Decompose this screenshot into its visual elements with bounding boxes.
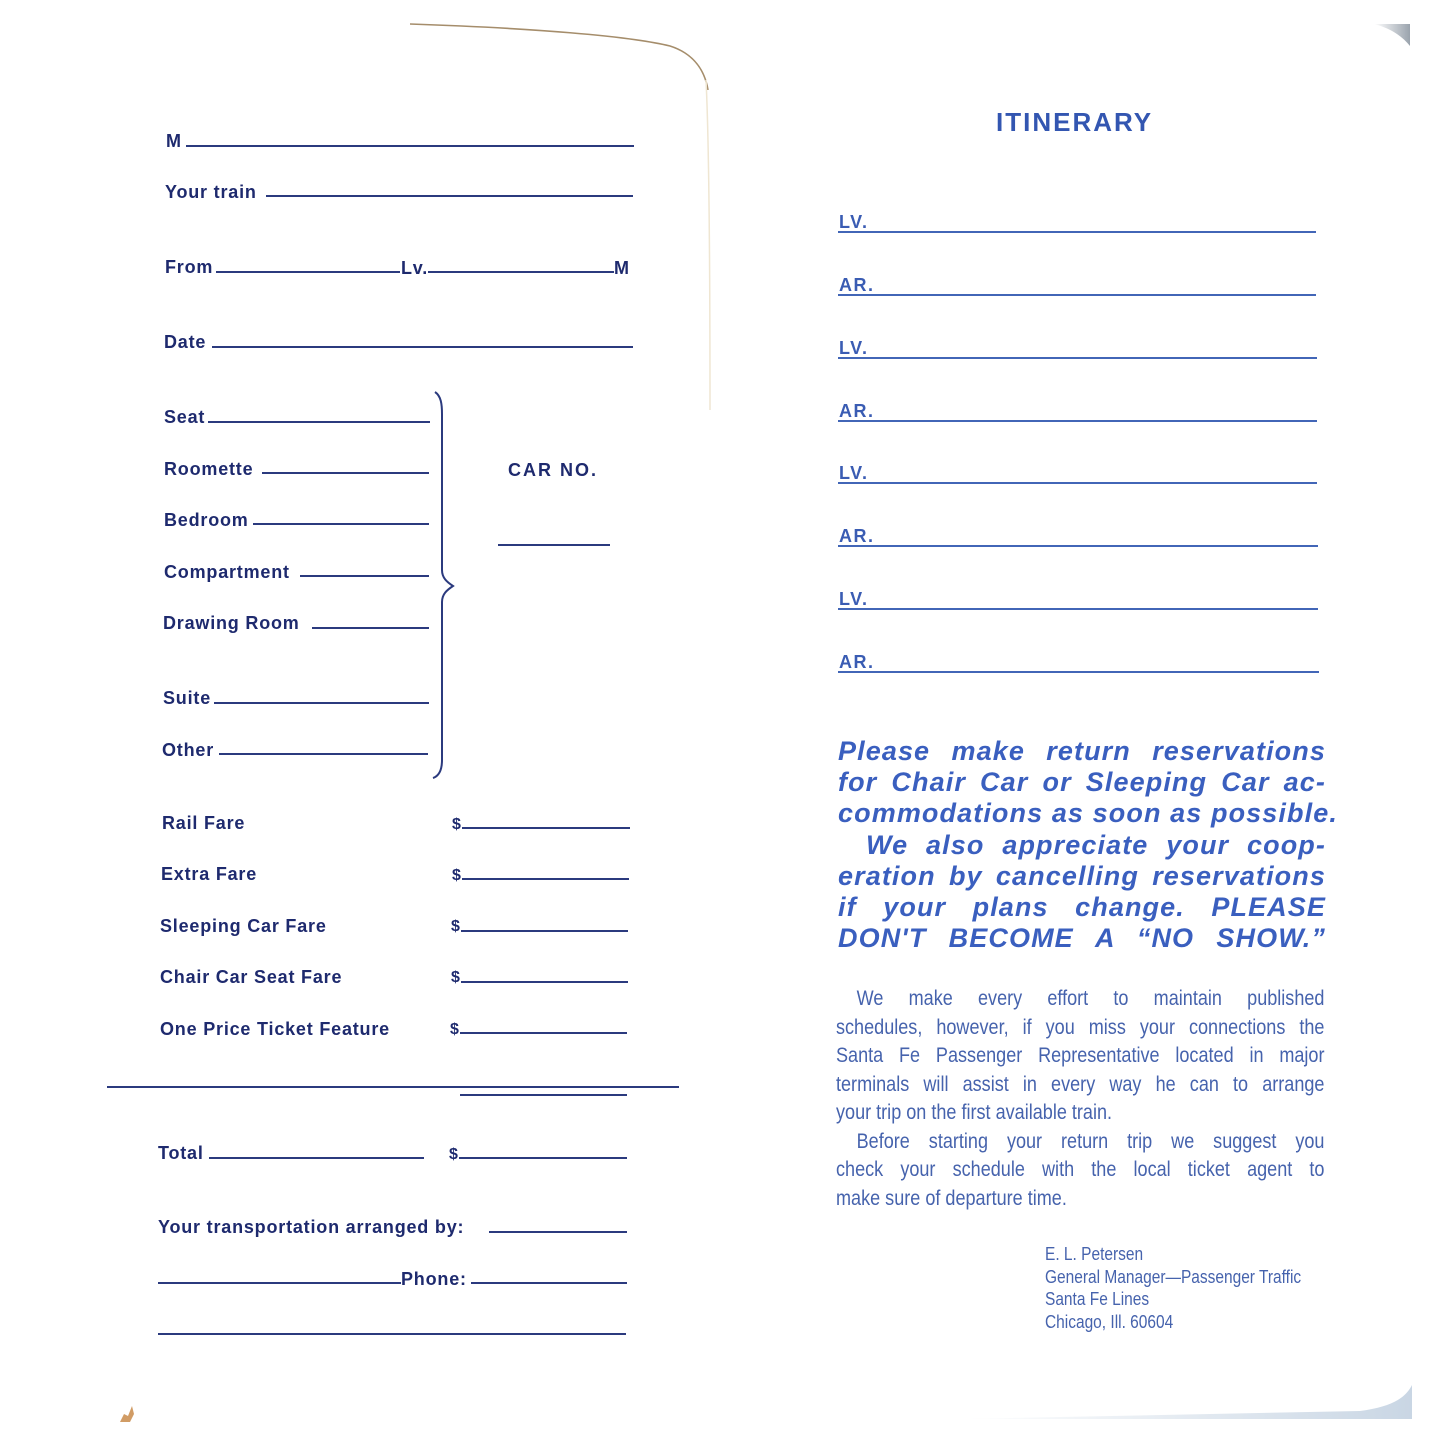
fare-line-sleeping-car[interactable] bbox=[461, 930, 628, 932]
notice-line: eration by cancelling reservations bbox=[838, 860, 1326, 891]
notice-line: We also appreciate your coop- bbox=[866, 829, 1326, 860]
fare-line-one-price-ticket[interactable] bbox=[460, 1032, 627, 1034]
field-line-from[interactable] bbox=[216, 271, 400, 273]
section-divider bbox=[107, 1086, 679, 1088]
signature-company: Santa Fe Lines bbox=[1045, 1289, 1150, 1310]
schedule-policy-text bbox=[836, 985, 1325, 1213]
body-line: make sure of departure time. bbox=[836, 1186, 1067, 1210]
notice-line: Please make return reservations bbox=[838, 736, 1326, 766]
return-reservation-notice bbox=[838, 736, 1338, 954]
fare-label-rail: Rail Fare bbox=[162, 813, 246, 833]
notice-line: for Chair Car or Sleeping Car ac- bbox=[838, 767, 1326, 798]
field-label-from: From bbox=[165, 257, 214, 277]
page-fold-edge bbox=[700, 80, 720, 410]
itinerary-line-6[interactable] bbox=[838, 545, 1318, 547]
signature-address: Chicago, Ill. 60604 bbox=[1045, 1312, 1174, 1333]
total-currency: $ bbox=[449, 1146, 459, 1163]
accommodation-line-compartment[interactable] bbox=[300, 575, 429, 577]
car-no-label: CAR NO. bbox=[508, 460, 598, 480]
itinerary-label-lv-4: LV. bbox=[839, 589, 869, 609]
itinerary-line-3[interactable] bbox=[838, 357, 1317, 359]
body-line: your trip on the first available train. bbox=[836, 1101, 1113, 1124]
accommodation-label-drawing-room: Drawing Room bbox=[163, 613, 300, 633]
fare-currency-one-price-ticket: $ bbox=[450, 1021, 460, 1038]
fare-label-sleeping-car: Sleeping Car Fare bbox=[160, 916, 327, 936]
total-amount-line[interactable] bbox=[459, 1157, 627, 1159]
field-label-m: M bbox=[166, 131, 182, 151]
field-label-your-train: Your train bbox=[165, 182, 257, 202]
field-label-lv: Lv. bbox=[401, 258, 429, 278]
body-line: Santa Fe Passenger Representative located in major bbox=[836, 1044, 1325, 1067]
signature-block bbox=[1045, 1243, 1301, 1334]
arranged-by-label: Your transportation arranged by: bbox=[158, 1217, 465, 1237]
itinerary-line-2[interactable] bbox=[838, 294, 1316, 296]
paper-stain bbox=[118, 1402, 138, 1424]
car-no-line[interactable] bbox=[498, 544, 610, 546]
itinerary-line-7[interactable] bbox=[838, 608, 1318, 610]
accommodation-label-suite: Suite bbox=[163, 688, 212, 708]
curly-brace-icon bbox=[425, 390, 455, 780]
accommodation-label-compartment: Compartment bbox=[164, 562, 290, 582]
total-label: Total bbox=[158, 1143, 204, 1163]
phone-line[interactable] bbox=[471, 1282, 627, 1284]
itinerary-label-lv-3: LV. bbox=[839, 463, 869, 483]
fare-label-one-price-ticket: One Price Ticket Feature bbox=[160, 1019, 390, 1039]
fare-currency-chair-car-seat: $ bbox=[451, 969, 461, 986]
field-label-date: Date bbox=[164, 332, 207, 352]
signature-title: General Manager—Passenger Traffic bbox=[1045, 1266, 1302, 1287]
body-line: Before starting your return trip we suggest you bbox=[856, 1129, 1325, 1153]
fare-currency-sleeping-car: $ bbox=[451, 918, 461, 935]
itinerary-label-ar-4: AR. bbox=[839, 652, 875, 672]
corner-shadow bbox=[1372, 22, 1412, 46]
accommodation-line-seat[interactable] bbox=[208, 421, 430, 423]
fare-currency-extra: $ bbox=[452, 867, 462, 884]
body-line: We make every effort to maintain published bbox=[856, 987, 1325, 1010]
accommodation-line-other[interactable] bbox=[219, 753, 428, 755]
bottom-corner-shadow bbox=[960, 1385, 1412, 1423]
field-line-m[interactable] bbox=[186, 145, 634, 147]
accommodation-line-drawing-room[interactable] bbox=[312, 627, 429, 629]
body-line: schedules, however, if you miss your connections the bbox=[836, 1015, 1325, 1039]
fare-line-extra[interactable] bbox=[462, 878, 629, 880]
itinerary-label-ar-1: AR. bbox=[839, 275, 875, 295]
field-line-your-train[interactable] bbox=[266, 195, 633, 197]
notice-line: commodations as soon as possible. bbox=[838, 798, 1338, 829]
signature-name: E. L. Petersen bbox=[1045, 1244, 1144, 1264]
fare-currency-rail: $ bbox=[452, 816, 462, 833]
accommodation-label-other: Other bbox=[162, 740, 215, 760]
accommodation-line-bedroom[interactable] bbox=[253, 523, 429, 525]
body-line: terminals will assist in every way he can to arrange bbox=[836, 1072, 1325, 1096]
total-line-left[interactable] bbox=[209, 1157, 424, 1159]
itinerary-title: ITINERARY bbox=[996, 107, 1154, 137]
itinerary-label-lv-2: LV. bbox=[839, 338, 869, 358]
fare-line-rail[interactable] bbox=[462, 827, 630, 829]
accommodation-label-bedroom: Bedroom bbox=[164, 510, 249, 530]
field-label-m-suffix: M bbox=[614, 258, 630, 278]
accommodation-label-roomette: Roomette bbox=[164, 459, 254, 479]
itinerary-line-5[interactable] bbox=[838, 482, 1317, 484]
body-line: check your schedule with the local ticket agent to bbox=[836, 1158, 1325, 1181]
notice-line: DON'T BECOME A “NO SHOW.” bbox=[838, 923, 1326, 954]
accommodation-line-roomette[interactable] bbox=[262, 472, 429, 474]
accommodation-label-seat: Seat bbox=[164, 407, 206, 427]
itinerary-label-ar-2: AR. bbox=[839, 401, 875, 421]
itinerary-line-8[interactable] bbox=[838, 671, 1319, 673]
fare-label-chair-car-seat: Chair Car Seat Fare bbox=[160, 967, 343, 987]
notice-line: if your plans change. PLEASE bbox=[838, 892, 1326, 923]
subtotal-underline bbox=[460, 1094, 627, 1096]
agent-name-line[interactable] bbox=[158, 1282, 401, 1284]
fare-line-chair-car-seat[interactable] bbox=[461, 981, 628, 983]
itinerary-label-lv-1: LV. bbox=[839, 212, 869, 232]
phone-label: Phone: bbox=[401, 1269, 467, 1289]
field-line-date[interactable] bbox=[212, 346, 633, 348]
field-line-lv-time[interactable] bbox=[428, 271, 614, 273]
page-edge-curl bbox=[410, 20, 710, 90]
itinerary-line-4[interactable] bbox=[838, 420, 1317, 422]
arranged-by-line[interactable] bbox=[489, 1231, 627, 1233]
itinerary-line-1[interactable] bbox=[838, 231, 1316, 233]
accommodation-line-suite[interactable] bbox=[214, 702, 429, 704]
fare-label-extra: Extra Fare bbox=[161, 864, 258, 884]
extra-info-line[interactable] bbox=[158, 1333, 626, 1335]
itinerary-label-ar-3: AR. bbox=[839, 526, 875, 546]
